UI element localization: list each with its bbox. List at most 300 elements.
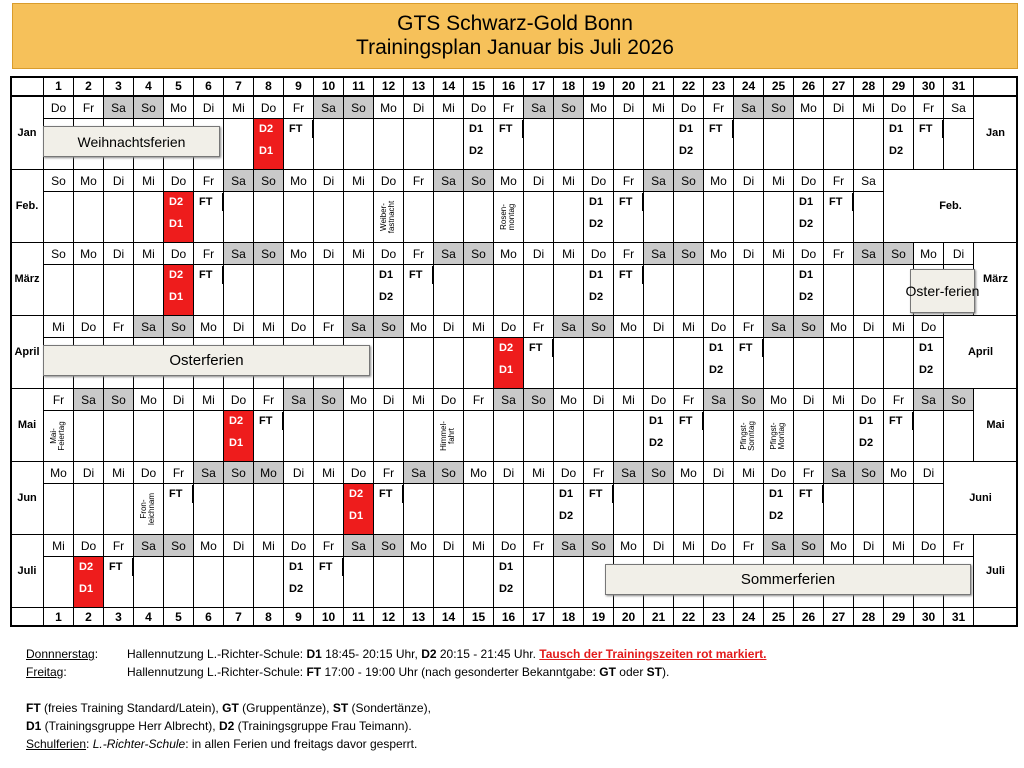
weekday-cell: Mo: [403, 315, 434, 338]
day-cell: [373, 410, 404, 462]
training-entry: FT: [889, 415, 903, 427]
day-cell: [553, 410, 584, 462]
weekday-cell: Fr: [673, 388, 704, 411]
weekday-cell: Do: [583, 242, 614, 265]
training-entry: FT: [499, 123, 513, 135]
header-numbers-day-number: 17: [523, 76, 554, 96]
page-header: [12, 3, 1018, 69]
cell-divider: [342, 558, 343, 576]
training-entry: D2: [349, 488, 364, 500]
month-label-right: [973, 388, 1018, 462]
header-numbers-corner: [10, 76, 44, 96]
weekday-cell: Mi: [253, 315, 284, 338]
weekday-cell: Do: [163, 169, 194, 192]
weekday-cell: Sa: [763, 315, 794, 338]
day-cell: [163, 556, 194, 608]
training-entry: D2: [79, 561, 94, 573]
weekday-cell: Fr: [823, 242, 854, 265]
training-entry: D2: [589, 291, 604, 303]
day-cell: [673, 264, 704, 316]
training-entry: D2: [799, 218, 814, 230]
footer-numbers-day-number: 7: [223, 607, 254, 627]
weekday-cell: Mo: [373, 96, 404, 119]
header-numbers-day-number: 27: [823, 76, 854, 96]
weekday-cell: Fr: [913, 96, 944, 119]
weekday-cell: Mi: [643, 96, 674, 119]
footer-numbers-day-number: 21: [643, 607, 674, 627]
weekday-cell: Fr: [583, 461, 614, 484]
weekday-cell: Mo: [253, 461, 284, 484]
footer-numbers-day-number: 14: [433, 607, 464, 627]
weekday-cell: Mo: [493, 169, 524, 192]
weekday-cell: Di: [823, 96, 854, 119]
cell-divider: [642, 266, 643, 284]
cell-divider: [222, 193, 223, 211]
header-numbers-day-number: 23: [703, 76, 734, 96]
day-cell: [643, 264, 674, 316]
day-cell: [103, 483, 134, 535]
footer-numbers-day-number: 30: [913, 607, 944, 627]
day-cell: [253, 264, 284, 316]
header-numbers-day-number: 7: [223, 76, 254, 96]
weekday-cell: Mi: [763, 242, 794, 265]
training-entry: D2: [769, 510, 784, 522]
weekday-cell: So: [103, 388, 134, 411]
footer-numbers-day-number: 1: [43, 607, 74, 627]
training-entry: D1: [889, 123, 904, 135]
weekday-cell: Di: [643, 315, 674, 338]
training-entry: FT: [589, 488, 603, 500]
weekday-cell: Mi: [463, 534, 494, 557]
training-entry: FT: [199, 269, 213, 281]
weekday-cell: Do: [223, 388, 254, 411]
weekday-cell: Fr: [733, 315, 764, 338]
day-cell: [853, 337, 884, 389]
weekday-cell: Do: [373, 242, 404, 265]
day-cell: [133, 191, 164, 243]
training-entry: D2: [289, 583, 304, 595]
weekday-cell: So: [673, 169, 704, 192]
weekday-cell: Sa: [223, 242, 254, 265]
weekday-cell: Mo: [823, 534, 854, 557]
weekday-cell: Sa: [283, 388, 314, 411]
footer-numbers-day-number: 9: [283, 607, 314, 627]
header-numbers-day-number: 10: [313, 76, 344, 96]
day-cell: [883, 483, 914, 535]
day-cell: [493, 264, 524, 316]
weekday-cell: Mo: [613, 534, 644, 557]
month-label-left: [10, 96, 44, 170]
footer-numbers-day-number: 22: [673, 607, 704, 627]
legend-swap-note: Tausch der Trainingszeiten rot markiert.: [539, 647, 767, 661]
cell-divider: [402, 485, 403, 503]
training-entry: FT: [799, 488, 813, 500]
weekday-cell: Fr: [163, 461, 194, 484]
weekday-cell: Mi: [193, 388, 224, 411]
weekday-cell: Sa: [913, 388, 944, 411]
weekday-cell: Do: [463, 96, 494, 119]
weekday-cell: Mi: [223, 96, 254, 119]
weekday-cell: Sa: [643, 169, 674, 192]
day-cell: [613, 118, 644, 170]
weekday-cell: So: [643, 461, 674, 484]
day-cell: [853, 118, 884, 170]
weekday-cell: Fr: [793, 461, 824, 484]
day-cell: [73, 410, 104, 462]
training-entry: D1: [559, 488, 574, 500]
header-numbers-day-number: 16: [493, 76, 524, 96]
day-cell: [673, 337, 704, 389]
training-entry: FT: [199, 196, 213, 208]
training-entry: D1: [799, 196, 814, 208]
training-entry: D1: [709, 342, 724, 354]
training-entry: D2: [679, 145, 694, 157]
weekday-cell: Di: [103, 242, 134, 265]
day-cell: [583, 410, 614, 462]
day-cell: [163, 410, 194, 462]
training-entry: D1: [589, 196, 604, 208]
day-cell: [523, 556, 554, 608]
weekday-cell: Do: [853, 388, 884, 411]
legend-school-holidays-row: Schulferien: L.-Richter-Schule: in allen Ferien und freitags davor gesperrt.: [26, 737, 418, 751]
day-cell: [553, 556, 584, 608]
weekday-cell: Di: [283, 461, 314, 484]
weekday-cell: Mo: [793, 96, 824, 119]
holiday-note: Pfingst- Sonntag: [739, 420, 756, 451]
weekday-cell: Fr: [373, 461, 404, 484]
training-entry: FT: [739, 342, 753, 354]
month-name: Mai: [17, 419, 37, 431]
day-cell: [283, 410, 314, 462]
day-cell: [553, 337, 584, 389]
weekday-cell: Do: [283, 534, 314, 557]
weekday-cell: So: [733, 388, 764, 411]
day-cell: [523, 118, 554, 170]
weekday-cell: Mo: [703, 169, 734, 192]
weekday-cell: Mi: [43, 534, 74, 557]
weekday-cell: Mi: [343, 169, 374, 192]
day-cell: [253, 483, 284, 535]
weekday-cell: Do: [583, 169, 614, 192]
month-label-left: [10, 315, 44, 389]
day-cell: [133, 264, 164, 316]
footer-numbers-day-number: 24: [733, 607, 764, 627]
day-cell: [133, 556, 164, 608]
training-entry: FT: [829, 196, 843, 208]
day-cell: [433, 191, 464, 243]
training-entry: D1: [859, 415, 874, 427]
weekday-cell: Sa: [733, 96, 764, 119]
weekday-cell: Mo: [73, 169, 104, 192]
day-cell: [943, 118, 974, 170]
day-cell: [313, 410, 344, 462]
day-cell: [283, 483, 314, 535]
weekday-cell: Mo: [703, 242, 734, 265]
month-name: Jan: [17, 127, 37, 139]
day-cell: [313, 264, 344, 316]
day-cell: [943, 410, 974, 462]
weekday-cell: Mi: [673, 315, 704, 338]
weekday-cell: Mo: [283, 242, 314, 265]
cell-divider: [612, 485, 613, 503]
weekday-cell: Sa: [133, 315, 164, 338]
header-numbers-day-number: 21: [643, 76, 674, 96]
weekday-cell: Sa: [313, 96, 344, 119]
weekday-cell: Sa: [853, 169, 884, 192]
day-cell: [913, 410, 944, 462]
day-cell: [613, 337, 644, 389]
training-entry: D2: [229, 415, 244, 427]
training-entry: FT: [919, 123, 933, 135]
training-entry: D2: [469, 145, 484, 157]
training-entry: D1: [919, 342, 934, 354]
header-numbers-day-number: 1: [43, 76, 74, 96]
weekday-cell: Fr: [403, 242, 434, 265]
weekday-cell: Mo: [463, 461, 494, 484]
day-cell: [703, 191, 734, 243]
weekday-cell: Mi: [313, 461, 344, 484]
footer-numbers-day-number: 19: [583, 607, 614, 627]
day-cell: [553, 191, 584, 243]
weekday-cell: Fr: [613, 169, 644, 192]
weekday-cell: Fr: [403, 169, 434, 192]
day-cell: [463, 337, 494, 389]
weekday-cell: Mi: [613, 388, 644, 411]
cell-divider: [282, 412, 283, 430]
day-cell: [343, 264, 374, 316]
day-cell: [733, 118, 764, 170]
holiday-note: Himmel- fahrt: [439, 420, 456, 451]
training-entry: FT: [259, 415, 273, 427]
weekday-cell: Di: [313, 169, 344, 192]
weekday-cell: Sa: [763, 534, 794, 557]
weekday-cell: Mo: [133, 388, 164, 411]
weekday-cell: Sa: [853, 242, 884, 265]
cell-divider: [642, 193, 643, 211]
weekday-cell: Do: [253, 96, 284, 119]
weekday-cell: Sa: [823, 461, 854, 484]
day-cell: [493, 410, 524, 462]
weekday-cell: Mo: [193, 534, 224, 557]
training-entry: FT: [169, 488, 183, 500]
weekday-cell: Sa: [703, 388, 734, 411]
training-entry: D2: [799, 291, 814, 303]
header-numbers-day-number: 22: [673, 76, 704, 96]
weekday-cell: Fr: [103, 315, 134, 338]
header-numbers-day-number: 12: [373, 76, 404, 96]
weekday-cell: Sa: [643, 242, 674, 265]
day-cell: [223, 191, 254, 243]
weekday-cell: Do: [913, 315, 944, 338]
weekday-cell: Do: [343, 461, 374, 484]
cell-divider: [942, 120, 943, 138]
weekday-cell: Sa: [493, 388, 524, 411]
day-cell: [283, 264, 314, 316]
day-cell: [463, 264, 494, 316]
weekday-cell: So: [583, 315, 614, 338]
club-title: GTS Schwarz-Gold Bonn: [397, 12, 633, 35]
training-entry: D2: [859, 437, 874, 449]
header-numbers-day-number: 13: [403, 76, 434, 96]
month-label-right: [973, 242, 1018, 316]
school-holiday-box: Oster- ferien: [910, 269, 975, 313]
weekday-cell: Sa: [553, 534, 584, 557]
day-cell: [403, 556, 434, 608]
footer-numbers-corner: [10, 607, 44, 627]
training-entry: D1: [469, 123, 484, 135]
footer-numbers-day-number: 3: [103, 607, 134, 627]
weekday-cell: Mo: [883, 461, 914, 484]
weekday-cell: Do: [793, 169, 824, 192]
weekday-cell: Sa: [433, 242, 464, 265]
weekday-cell: Do: [883, 96, 914, 119]
training-entry: D1: [349, 510, 364, 522]
day-cell: [793, 337, 824, 389]
training-entry: D2: [889, 145, 904, 157]
weekday-cell: Do: [493, 315, 524, 338]
legend-school-holidays-label: Schulferien: [26, 737, 87, 751]
weekday-cell: So: [943, 388, 974, 411]
day-cell: [343, 118, 374, 170]
month-name: Juli: [17, 565, 37, 577]
weekday-cell: Mo: [763, 388, 794, 411]
weekday-cell: Di: [223, 315, 254, 338]
weekday-cell: Fr: [943, 534, 974, 557]
weekday-cell: Mo: [553, 388, 584, 411]
school-holiday-box: Osterferien: [43, 345, 370, 376]
footer-numbers-day-number: 15: [463, 607, 494, 627]
training-entry: D2: [169, 269, 184, 281]
day-cell: [403, 191, 434, 243]
weekday-cell: Mo: [823, 315, 854, 338]
plan-title: Trainingsplan Januar bis Juli 2026: [356, 36, 674, 59]
cell-divider: [702, 412, 703, 430]
school-holiday-box: Weihnachtsferien: [43, 126, 220, 157]
header-numbers-day-number: 28: [853, 76, 884, 96]
day-cell: [463, 191, 494, 243]
cell-divider: [762, 339, 763, 357]
day-cell: [313, 191, 344, 243]
day-cell: [433, 556, 464, 608]
training-entry: D1: [259, 145, 274, 157]
weekday-cell: Di: [433, 315, 464, 338]
weekday-cell: Di: [613, 96, 644, 119]
weekday-cell: Fr: [313, 315, 344, 338]
weekday-cell: Di: [523, 242, 554, 265]
weekday-cell: Mi: [253, 534, 284, 557]
month-name: Juli: [986, 565, 1005, 577]
header-numbers-day-number: 14: [433, 76, 464, 96]
weekday-cell: Fr: [463, 388, 494, 411]
day-cell: [133, 410, 164, 462]
day-cell: [853, 483, 884, 535]
weekday-cell: Fr: [253, 388, 284, 411]
weekday-cell: Sa: [73, 388, 104, 411]
header-numbers-day-number: 15: [463, 76, 494, 96]
day-cell: [253, 191, 284, 243]
day-cell: [583, 118, 614, 170]
weekday-cell: So: [523, 388, 554, 411]
weekday-cell: Mi: [853, 96, 884, 119]
day-cell: [643, 118, 674, 170]
month-label-left: [10, 388, 44, 462]
weekday-cell: So: [343, 96, 374, 119]
training-entry: D2: [259, 123, 274, 135]
footer-numbers-day-number: 4: [133, 607, 164, 627]
legend: [26, 645, 1016, 753]
footer-numbers-day-number: 26: [793, 607, 824, 627]
weekday-cell: Fr: [493, 96, 524, 119]
weekday-cell: Sa: [343, 534, 374, 557]
weekday-cell: So: [253, 242, 284, 265]
header-numbers-day-number: 30: [913, 76, 944, 96]
day-cell: [643, 337, 674, 389]
weekday-cell: So: [313, 388, 344, 411]
header-numbers-day-number: 26: [793, 76, 824, 96]
weekday-cell: Fr: [883, 388, 914, 411]
cell-divider: [222, 266, 223, 284]
day-cell: [763, 264, 794, 316]
weekday-cell: Sa: [523, 96, 554, 119]
weekday-cell: Mo: [283, 169, 314, 192]
weekday-cell: Do: [913, 534, 944, 557]
footer-numbers-day-number: 29: [883, 607, 914, 627]
month-name: März: [14, 273, 40, 285]
weekday-cell: Do: [373, 169, 404, 192]
month-label-left: [10, 461, 44, 535]
weekday-cell: Fr: [523, 315, 554, 338]
day-cell: [553, 118, 584, 170]
day-cell: [73, 191, 104, 243]
weekday-cell: Do: [163, 242, 194, 265]
weekday-cell: So: [583, 534, 614, 557]
day-cell: [433, 118, 464, 170]
training-entry: D2: [559, 510, 574, 522]
weekday-cell: Do: [703, 315, 734, 338]
weekday-cell: Di: [853, 315, 884, 338]
cell-divider: [522, 120, 523, 138]
day-cell: [73, 483, 104, 535]
training-entry: D1: [649, 415, 664, 427]
cell-divider: [552, 339, 553, 357]
day-cell: [373, 337, 404, 389]
day-cell: [343, 191, 374, 243]
footer-numbers-day-number: 28: [853, 607, 884, 627]
legend-thursday-row: Donnnerstag: Hallennutzung L.-Richter-Schule: D1 18:45- 20:15 Uhr, D2 20:15 - 21:45 Uhr. Tausch der Trainingszeiten rot markiert.: [26, 647, 767, 661]
training-entry: D2: [499, 342, 514, 354]
day-cell: [103, 191, 134, 243]
footer-numbers-day-number: 17: [523, 607, 554, 627]
training-entry: D1: [169, 218, 184, 230]
day-cell: [43, 483, 74, 535]
weekday-cell: Di: [373, 388, 404, 411]
header-numbers-day-number: 31: [943, 76, 974, 96]
training-entry: D2: [919, 364, 934, 376]
weekday-cell: Fr: [703, 96, 734, 119]
weekday-cell: Sa: [403, 461, 434, 484]
day-cell: [493, 483, 524, 535]
weekday-cell: Mi: [433, 96, 464, 119]
month-name: März: [982, 273, 1009, 285]
training-entry: FT: [619, 196, 633, 208]
training-entry: FT: [619, 269, 633, 281]
footer-numbers-day-number: 12: [373, 607, 404, 627]
weekday-cell: Mi: [763, 169, 794, 192]
weekday-cell: Fr: [103, 534, 134, 557]
footer-numbers-day-number: 31: [943, 607, 974, 627]
header-numbers-day-number: 8: [253, 76, 284, 96]
weekday-cell: So: [133, 96, 164, 119]
